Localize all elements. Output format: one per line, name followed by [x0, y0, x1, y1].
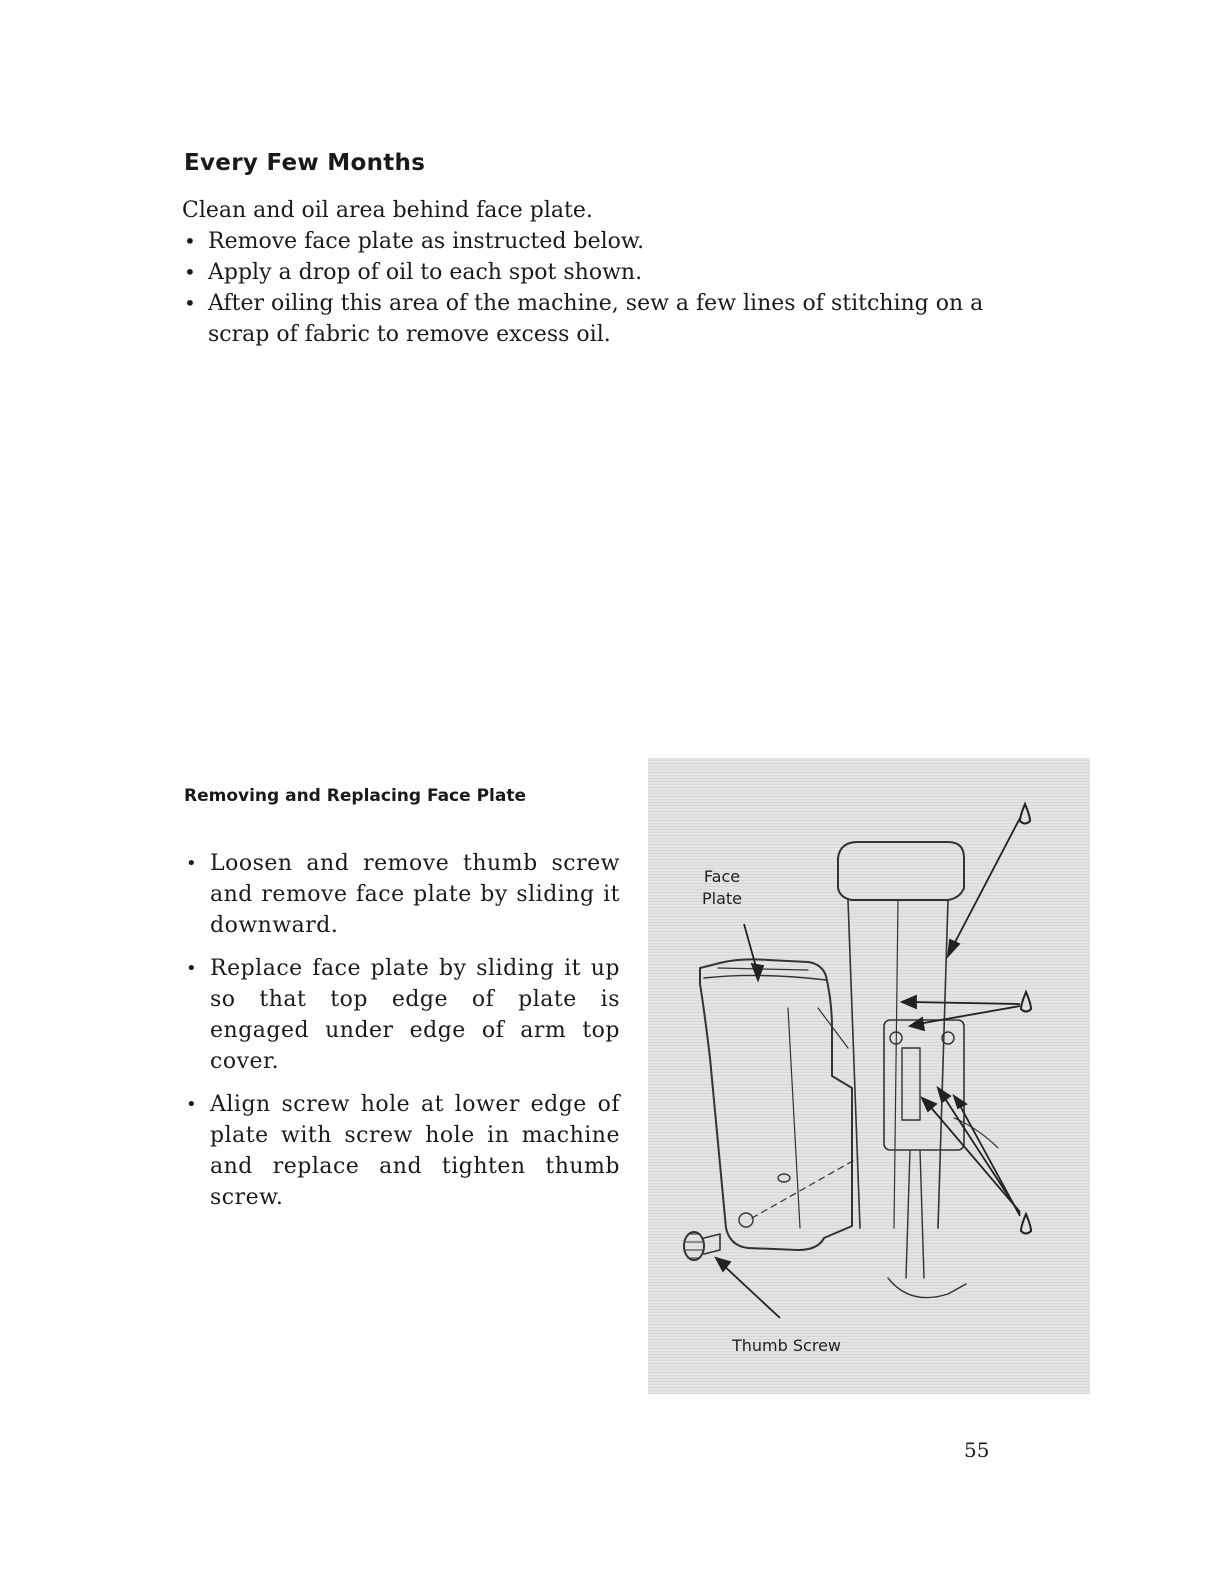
oil-drop-icon	[1021, 992, 1031, 1012]
bullet-item: • Remove face plate as instructed below.	[182, 226, 1002, 257]
machine-drawing	[648, 758, 1090, 1394]
step-item: • Replace face plate by sliding it up so that top edge of plate is engaged under edge of arm top cover.	[184, 953, 620, 1077]
face-plate-label	[702, 866, 742, 910]
thumb-screw-label: Thumb Screw	[732, 1336, 841, 1355]
bullet-item: • After oiling this area of the machine, sew a few lines of stitching on a scrap of fabric to remove excess oil.	[182, 288, 1002, 350]
step-item: • Loosen and remove thumb screw and remove face plate by sliding it downward.	[184, 848, 620, 941]
face-plate-steps-list	[184, 848, 620, 1225]
face-plate-illustration	[648, 758, 1090, 1394]
page-number: 55	[964, 1438, 990, 1462]
oil-drop-icon	[1020, 804, 1030, 824]
oil-drop-icon	[1021, 1214, 1031, 1234]
face-plate-label-line1: Face	[703, 867, 741, 886]
section-intro: Clean and oil area behind face plate.	[182, 198, 593, 223]
subsection-heading: Removing and Replacing Face Plate	[184, 786, 526, 806]
section-heading: Every Few Months	[184, 150, 426, 176]
step-item: • Align screw hole at lower edge of plate with screw hole in machine and replace and tighten thumb screw.	[184, 1089, 620, 1213]
face-plate-label-line2: Plate	[702, 889, 743, 908]
bullet-item: • Apply a drop of oil to each spot shown.	[182, 257, 1002, 288]
oiling-bullet-list	[182, 226, 1002, 350]
